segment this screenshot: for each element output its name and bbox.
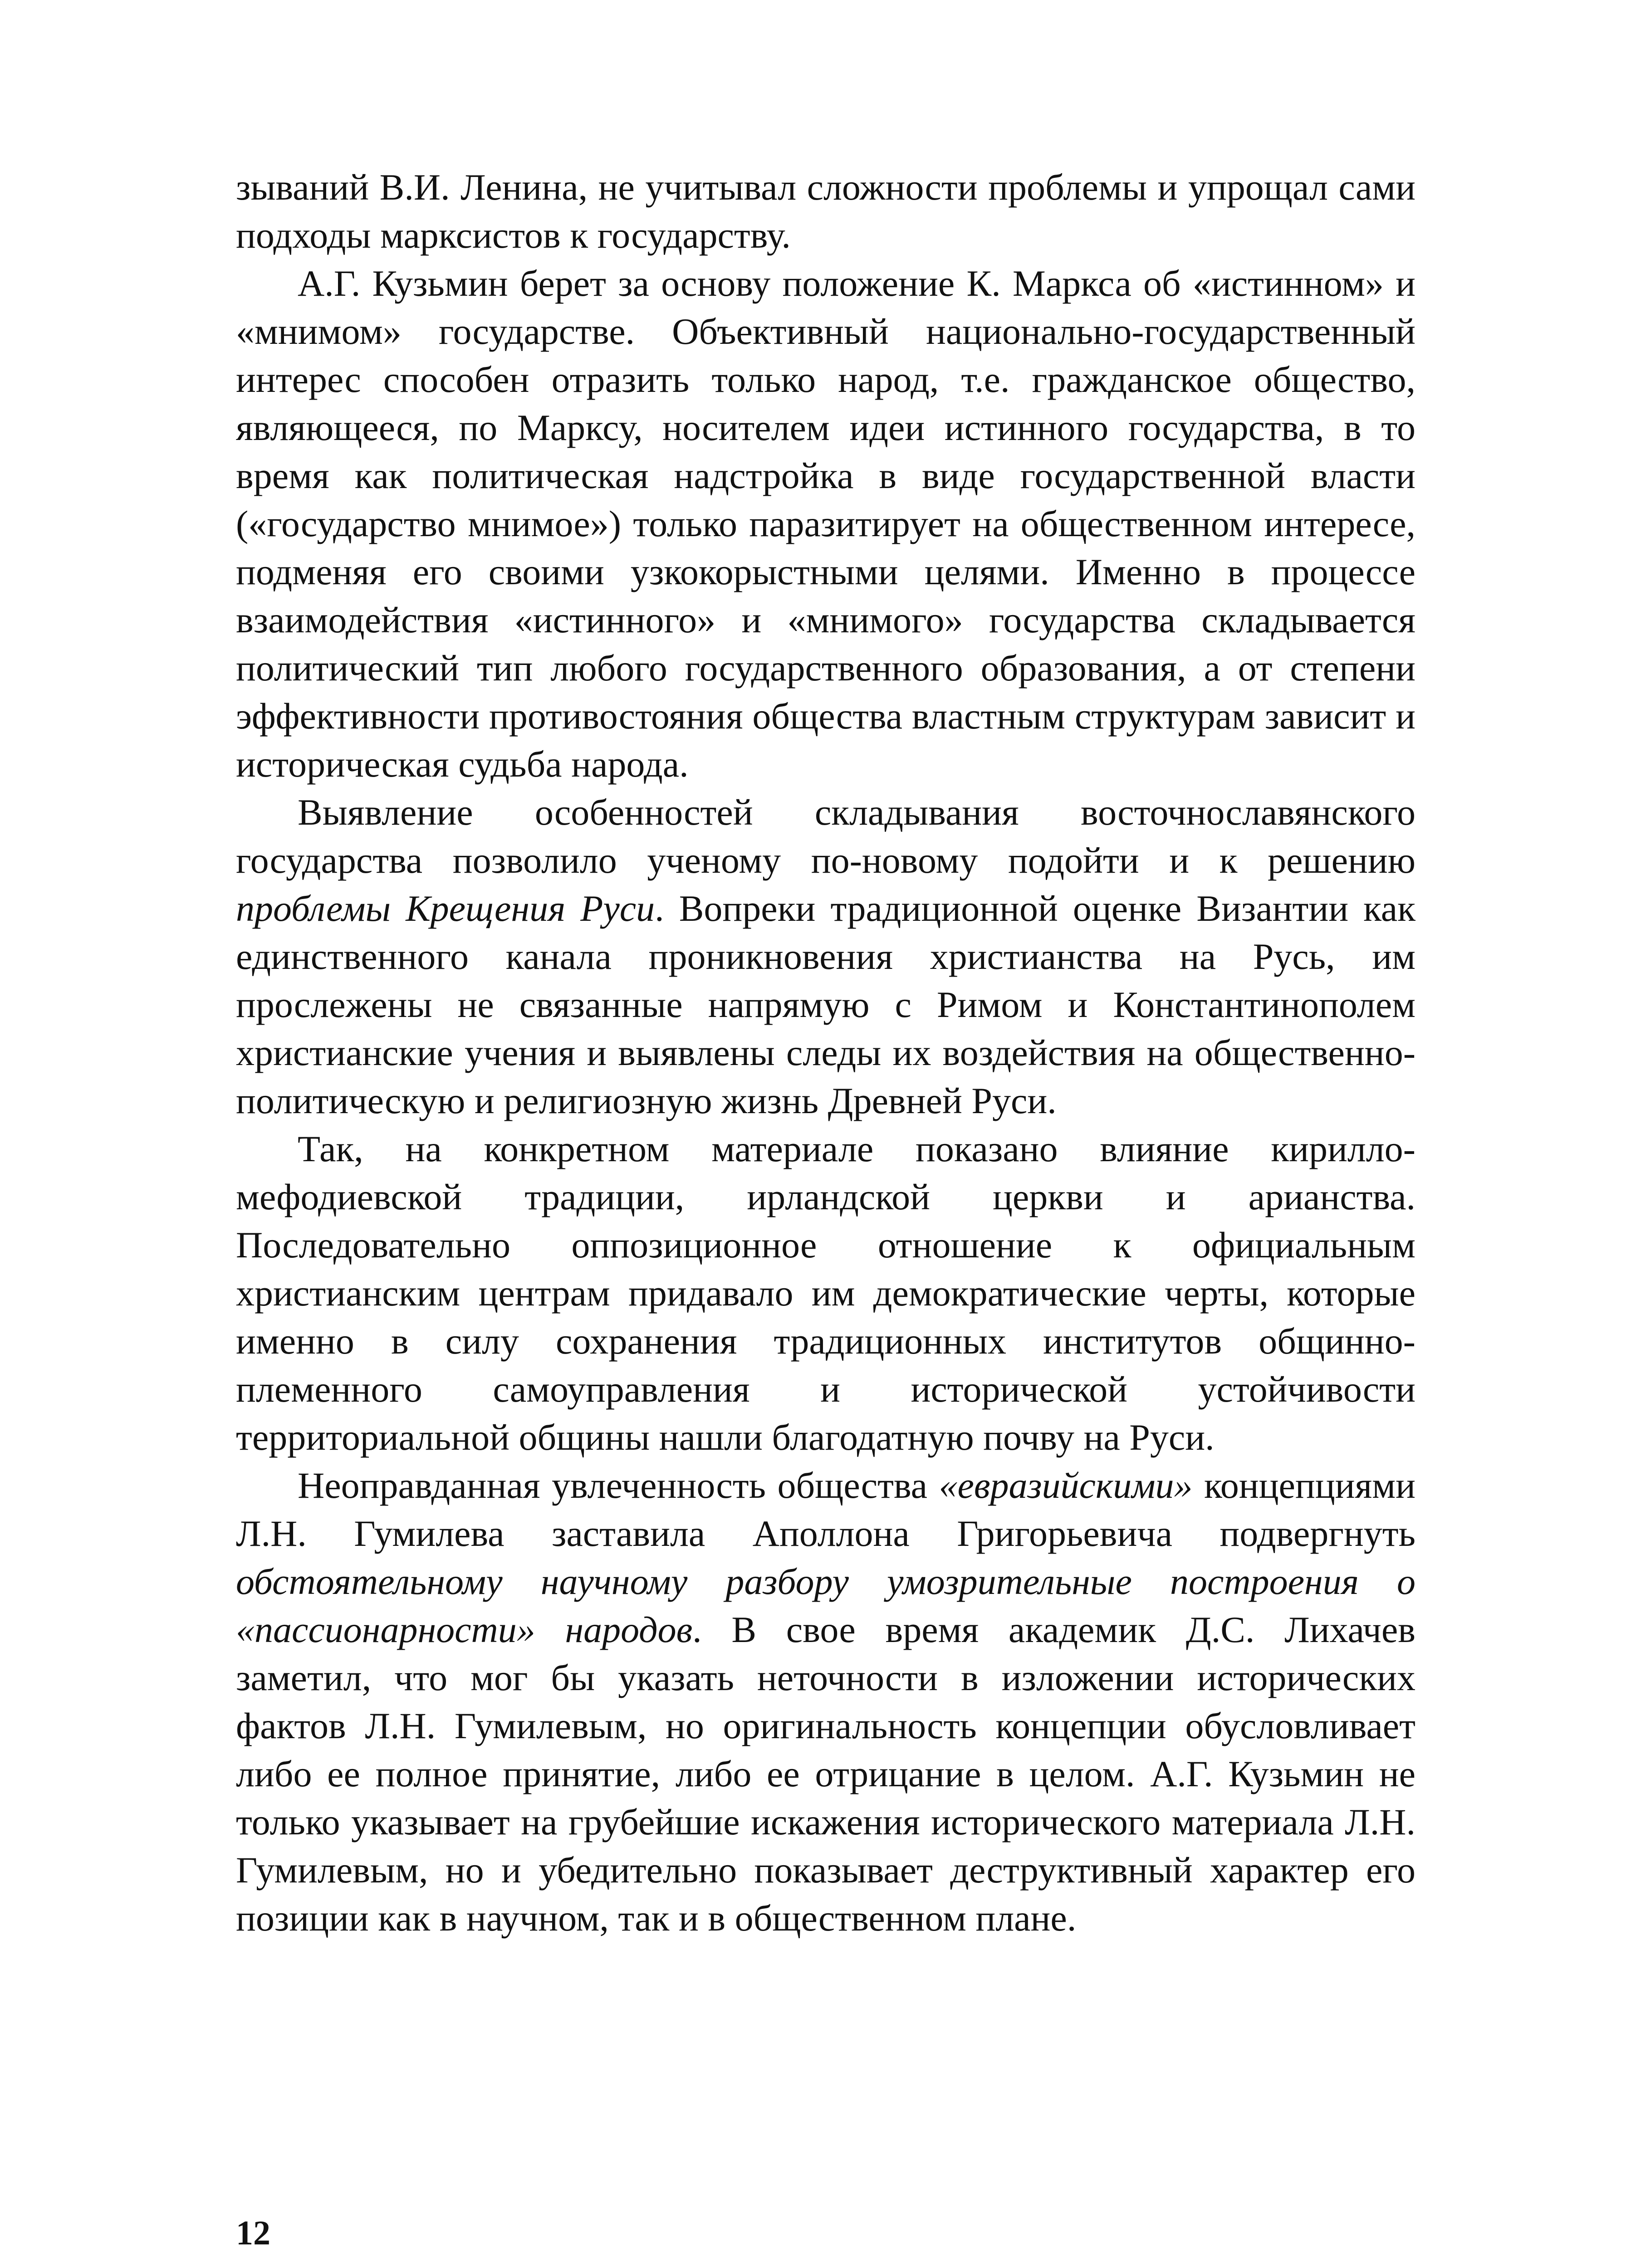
paragraph-text: . В свое время академик Д.С. Лихачев заметил, что мог бы указать неточности в изложении исторических фактов Л.Н. Гумилевым, но оригинальность концепции обусловливает либо ее полное принятие, либо ее отрицание в целом. А.Г. Кузьмин не только указывает на грубейшие искажения исторического материала Л.Н. Гумилевым, но и убедительно показывает деструктивный характер его позиции как в научном, так и в общественном плане. bbox=[236, 1609, 1416, 1939]
paragraph-text: . Вопреки традиционной оценке Византии как единственного канала проникновения христианства на Русь, им прослежены не связанные напрямую с Римом и Константинополем христианские учения и выявлены следы их воздействия на общественно-политическую и религиозную жизнь Древней Руси. bbox=[236, 888, 1416, 1121]
page-number: 12 bbox=[236, 2214, 270, 2252]
paragraph-continuation: зываний В.И. Ленина, не учитывал сложности проблемы и упрощал сами подходы марксистов к государству. bbox=[236, 166, 1416, 256]
paragraph-text: концепциями Л.Н. Гумилева заставила Аполлона Григорьевича подвергнуть bbox=[236, 1465, 1416, 1554]
paragraph-text: Выявление особенностей складывания восточнославянского государства позволило ученому по-новому подойти и к решению bbox=[236, 792, 1416, 881]
paragraph-gumilev bbox=[236, 1461, 1416, 1942]
paragraph-kuzmin-marx: А.Г. Кузьмин берет за основу положение К. Маркса об «истинном» и «мнимом» государстве. Объективный национально-государственный интерес способен отразить только народ, т.е. гражданское общество, являющееся, по Марксу, носителем идеи истинного государства, в то время как политическая надстройка в виде государственной власти («государство мнимое») только паразитирует на общественном интересе, подменяя его своими узкокорыстными целями. Именно в процессе взаимодействия «истинного» и «мнимого» государства складывается политический тип любого государственного образования, а от степени эффективности противостояния общества властным структурам зависит и историческая судьба народа. bbox=[236, 263, 1416, 785]
italic-phrase: проблемы Крещения Руси bbox=[236, 888, 655, 929]
paragraph-cyril-methodius: Так, на конкретном материале показано влияние кирилло-мефодиевской традиции, ирландской церкви и арианства. Последовательно оппозиционное отношение к официальным христианским центрам придавало им демократические черты, которые именно в силу сохранения традиционных институтов общинно-племенного самоуправления и исторической устойчивости территориальной общины нашли благодатную почву на Руси. bbox=[236, 1128, 1416, 1458]
body-text bbox=[236, 163, 1416, 1942]
paragraph-baptism-of-rus bbox=[236, 788, 1416, 1125]
italic-phrase: обстоятельному научному разбору умозрительные построения о «пассионарности» народов bbox=[236, 1561, 1416, 1650]
paragraph-text: Неоправданная увлеченность общества bbox=[298, 1465, 939, 1506]
italic-phrase: «евразийскими» bbox=[939, 1465, 1193, 1506]
